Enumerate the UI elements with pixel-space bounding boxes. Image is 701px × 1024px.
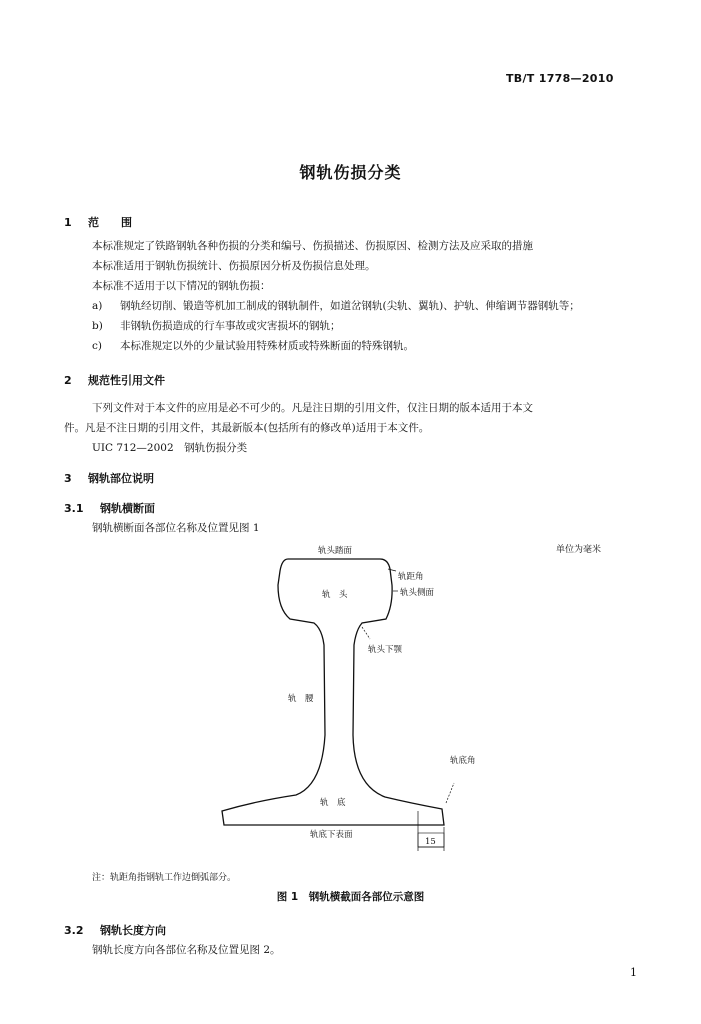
label-foot-bottom: 轨底下表面 bbox=[310, 830, 353, 840]
subsection-3-1-heading bbox=[64, 500, 155, 516]
label-head: 轨 头 bbox=[322, 590, 348, 600]
section-number: 2 bbox=[64, 374, 72, 387]
label-gauge-corner: 轨距角 bbox=[398, 572, 424, 582]
section-title: 钢轨长度方向 bbox=[100, 924, 166, 937]
subsection-3-2-heading bbox=[64, 922, 166, 938]
label-foot-corner: 轨底角 bbox=[450, 756, 476, 766]
standard-number: TB/T 1778—2010 bbox=[506, 72, 614, 85]
paragraph: 钢轨长度方向各部位名称及位置见图 2。 bbox=[92, 944, 281, 956]
section-title: 范 围 bbox=[88, 216, 132, 229]
figure-note: 注：轨距角指钢轨工作边倒弧部分。 bbox=[92, 873, 237, 883]
paragraph: 下列文件对于本文件的应用是必不可少的。凡是注日期的引用文件，仅注日期的版本适用于本文 bbox=[92, 402, 533, 414]
section-1-heading bbox=[64, 214, 132, 230]
section-number: 3 bbox=[64, 472, 72, 485]
paragraph: 件。凡是不注日期的引用文件，其最新版本(包括所有的修改单)适用于本文件。 bbox=[64, 422, 430, 434]
list-marker: c) bbox=[92, 340, 102, 352]
paragraph: 本标准适用于钢轨伤损统计、伤损原因分析及伤损信息处理。 bbox=[92, 260, 376, 272]
section-title: 规范性引用文件 bbox=[88, 374, 165, 387]
label-web: 轨 腰 bbox=[288, 694, 314, 704]
label-foot: 轨 底 bbox=[320, 798, 346, 808]
paragraph: 钢轨横断面各部位名称及位置见图 1 bbox=[92, 522, 260, 534]
list-item-text: 钢轨经切削、锻造等机加工制成的钢轨制件，如道岔钢轨(尖轨、翼轨)、护轨、伸缩调节器钢轨等； bbox=[120, 300, 580, 312]
list-item bbox=[92, 318, 341, 334]
page-number: 1 bbox=[630, 966, 637, 979]
reference: UIC 712—2002 钢轨伤损分类 bbox=[92, 442, 248, 454]
list-item bbox=[92, 298, 580, 314]
section-3-heading bbox=[64, 470, 154, 486]
figure-caption: 图 1 钢轨横截面各部位示意图 bbox=[276, 891, 425, 903]
dimension-value: 15 bbox=[425, 837, 436, 847]
section-title: 钢轨部位说明 bbox=[88, 472, 154, 485]
label-head-jaw: 轨头下颚 bbox=[368, 645, 403, 655]
section-number: 3.1 bbox=[64, 502, 84, 515]
section-number: 3.2 bbox=[64, 924, 84, 937]
unit-label: 单位为毫米 bbox=[556, 545, 602, 555]
section-number: 1 bbox=[64, 216, 72, 229]
label-head-side: 轨头侧面 bbox=[400, 588, 435, 598]
label-tread: 轨头踏面 bbox=[318, 546, 353, 556]
rail-cross-section-figure bbox=[210, 535, 476, 855]
section-title: 钢轨横断面 bbox=[100, 502, 155, 515]
list-marker: a) bbox=[92, 300, 103, 312]
list-item bbox=[92, 338, 414, 354]
list-item-text: 非钢轨伤损造成的行车事故或灾害损坏的钢轨； bbox=[120, 320, 341, 332]
paragraph: 本标准不适用于以下情况的钢轨伤损： bbox=[92, 280, 271, 292]
list-item-text: 本标准规定以外的少量试验用特殊材质或特殊断面的特殊钢轨。 bbox=[120, 340, 414, 352]
list-marker: b) bbox=[92, 320, 103, 332]
paragraph: 本标准规定了铁路钢轨各种伤损的分类和编号、伤损描述、伤损原因、检测方法及应采取的措施 bbox=[92, 240, 533, 252]
section-2-heading bbox=[64, 372, 165, 388]
document-title: 钢轨伤损分类 bbox=[299, 163, 402, 182]
